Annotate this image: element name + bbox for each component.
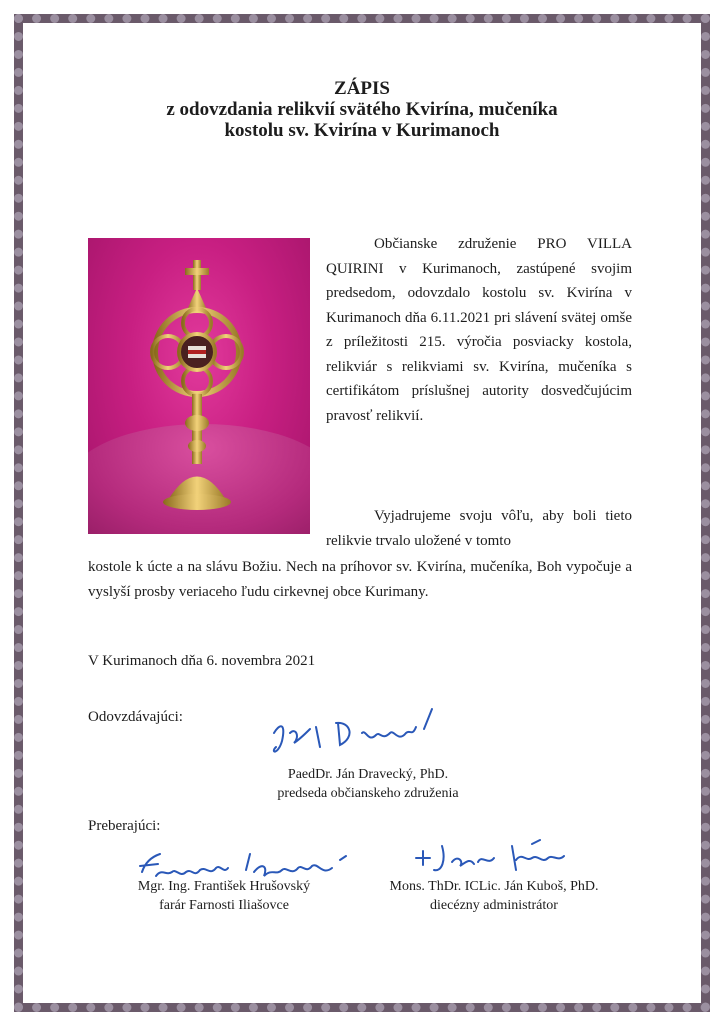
signatory-receiver-2 [354, 877, 634, 915]
signature-dravecky [266, 703, 446, 763]
signatory-giver [238, 765, 498, 803]
paragraph-1: Občianske združenie PRO VILLA QUIRINI v Kurimanoch, zastúpené svojim predsedom, odovzdalo kostolu sv. Kvirína v Kurimanoch dňa 6.11.2021 pri slávení svätej omše z príležitosti 215. výročia posviacky kostola, relikviár s relikviami sv. Kvirína, mučeníka s certifikátom príslušnej autority dosvedčujúcim pravosť relikvií. [326, 236, 632, 424]
giver-role: predseda občianskeho združenia [277, 786, 459, 801]
receivers-label: Preberajúci: [88, 818, 161, 834]
receiver1-role: farár Farnosti Iliašovce [159, 898, 289, 913]
signatory-receiver-1 [94, 877, 354, 915]
reliquary-photo [88, 238, 310, 534]
signature-kubos [412, 836, 572, 878]
receiver2-role: diecézny administrátor [430, 898, 558, 913]
reliquary-illustration [88, 238, 310, 534]
giver-name: PaedDr. Ján Dravecký, PhD. [287, 767, 449, 782]
receiver1-name: Mgr. Ing. František Hrušovský [137, 879, 311, 894]
receiver2-name: Mons. ThDr. ICLic. Ján Kuboš, PhD. [389, 879, 599, 894]
document-title [0, 78, 724, 141]
date-line: V Kurimanoch dňa 6. novembra 2021 [88, 653, 316, 669]
title-line-2: z odovzdania relikvií svätého Kvirína, mučeníka [166, 99, 558, 120]
paragraph-2-start: Vyjadrujeme svoju vôľu, aby boli tieto relikvie trvalo uložené v tomto [326, 508, 632, 549]
handover-label: Odovzdávajúci: [88, 709, 183, 725]
title-line-3: kostolu sv. Kvirína v Kurimanoch [224, 120, 500, 141]
title-line-1: ZÁPIS [334, 78, 390, 99]
paragraph-2-end: kostole k úcte a na slávu Božiu. Nech na príhovor sv. Kvirína, mučeníka, Boh vypočuje a vyslyší prosby veriaceho ľudu cirkevnej obce Kurimany. [88, 559, 632, 600]
